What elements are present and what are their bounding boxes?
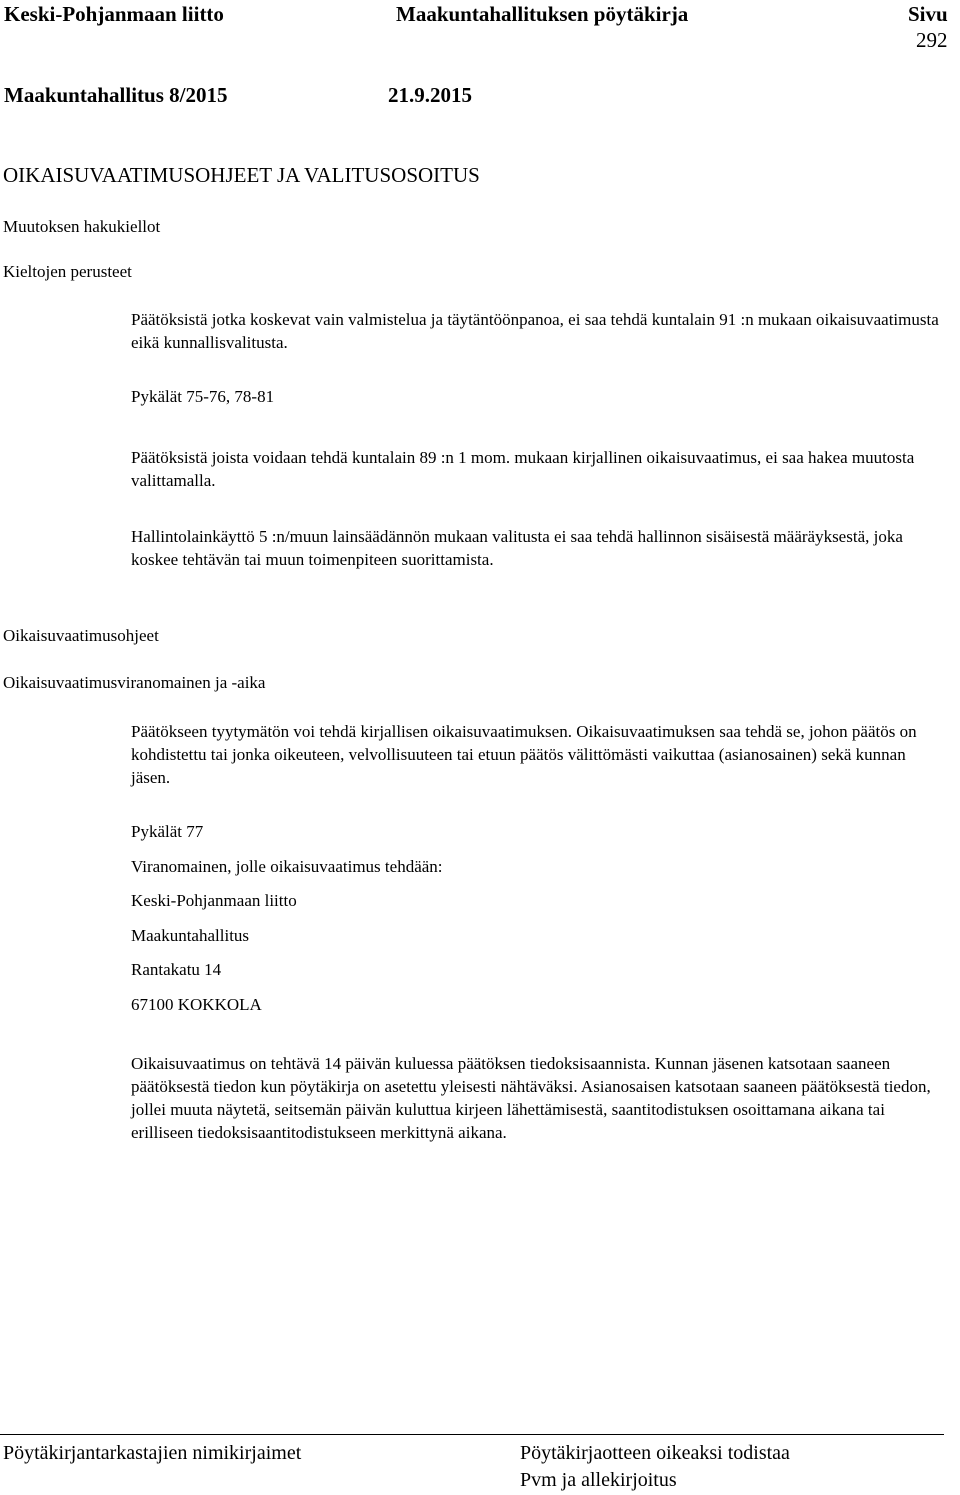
recipient-city: 67100 KOKKOLA <box>131 995 262 1014</box>
recipient-street: Rantakatu 14 <box>131 960 222 979</box>
header-page-label: Sivu <box>908 2 948 26</box>
pykalat-77: Pykälät 77 <box>131 822 204 841</box>
paragraph-hallintolainkaytto: Hallintolainkäyttö 5 :n/muun lainsäädännön mukaan valitusta ei saa tehdä hallinnon sisäisestä määräyksestä, joka koskee tehtävän tai muun toimenpiteen suorittamista. <box>131 527 903 569</box>
paragraph-tyytymaton: Päätökseen tyytymätön voi tehdä kirjallisen oikaisuvaatimuksen. Oikaisuvaatimuksen saa tehdä se, johon päätös on kohdistettu tai jonka oikeuteen, velvollisuuteen tai etuun päätös välittömästi vaikuttaa (asianosainen) sekä kunnan jäsen. <box>131 722 917 787</box>
footer-nimikirjaimet: Pöytäkirjantarkastajien nimikirjaimet <box>3 1442 302 1464</box>
section-oikaisuvaatimusohjeet: Oikaisuvaatimusohjeet <box>3 626 159 645</box>
footer-pvm-allekirjoitus: Pvm ja allekirjoitus <box>520 1469 677 1491</box>
recipient-org: Keski-Pohjanmaan liitto <box>131 891 297 910</box>
pykalat-75-81: Pykälät 75-76, 78-81 <box>131 387 275 406</box>
header-page-number: 292 <box>916 28 948 52</box>
header-meeting: Maakuntahallitus 8/2015 <box>4 83 228 107</box>
recipient-intro: Viranomainen, jolle oikaisuvaatimus tehdään: <box>131 857 443 876</box>
paragraph-valmistelu: Päätöksistä jotka koskevat vain valmistelua ja täytäntöönpanoa, ei saa tehdä kuntalain 91 :n mukaan oikaisuvaatimusta eikä kunnallisvalitusta. <box>131 310 939 352</box>
section-kieltojen-perusteet: Kieltojen perusteet <box>3 262 132 281</box>
page-title: OIKAISUVAATIMUSOHJEET JA VALITUSOSOITUS <box>3 163 480 187</box>
footer-rule <box>0 1434 944 1435</box>
paragraph-kuntalain-89: Päätöksistä joista voidaan tehdä kuntalain 89 :n 1 mom. mukaan kirjallinen oikaisuvaatimus, ei saa hakea muutosta valittamalla. <box>131 448 915 490</box>
section-viranomainen-ja-aika: Oikaisuvaatimusviranomainen ja -aika <box>3 673 266 692</box>
paragraph-14-paivan: Oikaisuvaatimus on tehtävä 14 päivän kuluessa päätöksen tiedoksisaannista. Kunnan jäsenen katsotaan saaneen päätöksestä tiedon kun pöytäkirja on asetettu yleisesti nähtäväksi. Asianosaisen katsotaan saaneen päätöksestä tiedon, jollei muuta näytetä, seitsemän päivän kuluttua kirjeen lähettämisestä, saantitodistuksen osoittamana aikana tai erilliseen tiedoksisaantitodistukseen merkittynä aikana. <box>131 1054 931 1142</box>
header-org: Keski-Pohjanmaan liitto <box>4 2 224 26</box>
header-doc-type: Maakuntahallituksen pöytäkirja <box>396 2 689 26</box>
header-date: 21.9.2015 <box>388 83 472 107</box>
recipient-body: Maakuntahallitus <box>131 926 250 945</box>
footer-oikeaksi-todistaa: Pöytäkirjaotteen oikeaksi todistaa <box>520 1442 790 1464</box>
section-muutoksen-hakukiellot: Muutoksen hakukiellot <box>3 217 161 236</box>
